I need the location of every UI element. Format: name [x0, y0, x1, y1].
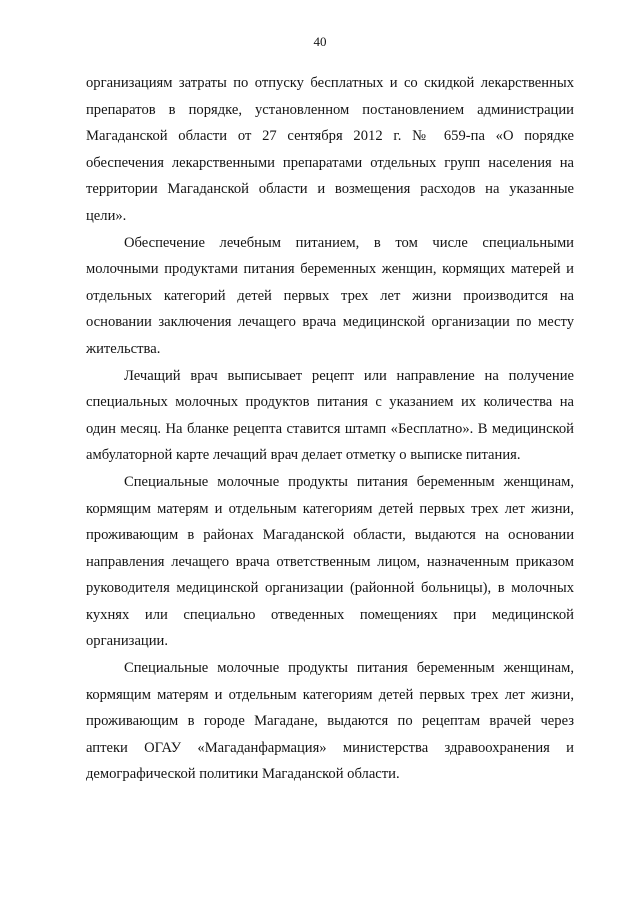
paragraph-magadan-distribution: Специальные молочные продукты питания беременным женщинам, кормящим матерям и отдельным категориям детей первых трех лет жизни, проживающим в городе Магадане, выдаются по рецептам врачей через аптеки ОГАУ «Магаданфармация» министерства здравоохранения и демографической политики Магаданской области. [86, 660, 574, 783]
paragraph-district-distribution: Специальные молочные продукты питания беременным женщинам, кормящим матерям и отдельным категориям детей первых трех лет жизни, проживающим в районах Магаданской области, выдаются на основании направления лечащего врача ответственным лицом, назначенным приказом руководителя медицинской организации (районной больницы), в молочных кухнях или специально отведенных помещениях при медицинской организации. [86, 473, 574, 650]
page-number: 40 [313, 34, 327, 49]
paragraph-therapeutic-nutrition: Обеспечение лечебным питанием, в том числе специальными молочными продуктами питания беременных женщин, кормящих матерей и отдельных категорий детей первых трех лет жизни производится на основании заключения лечащего врача медицинской организации по месту жительства. [86, 234, 574, 357]
paragraph-continuation: организациям затраты по отпуску бесплатных и со скидкой лекарственных препаратов в порядке, установленном постановлением администрации Магаданской области от 27 сентября 2012 г. № 659-па «О порядке обеспечения лекарственными препаратами отдельных групп населения на территории Магаданской области и возмещения расходов на указанные цели». [86, 75, 574, 224]
document-body [86, 70, 574, 788]
paragraph-prescription: Лечащий врач выписывает рецепт или направление на получение специальных молочных продуктов питания с указанием их количества на один месяц. На бланке рецепта ставится штамп «Бесплатно». В медицинской амбулаторной карте лечащий врач делает отметку о выписке питания. [86, 367, 574, 464]
